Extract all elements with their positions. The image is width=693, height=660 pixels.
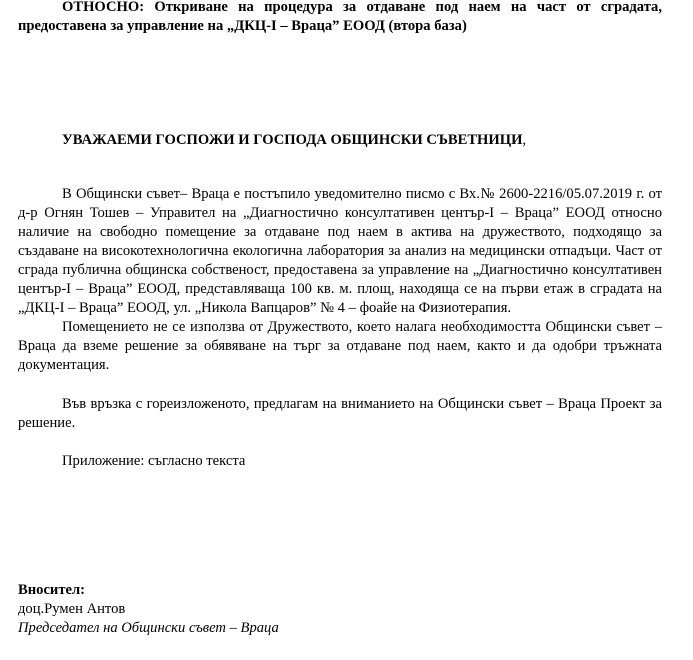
- salutation: [18, 131, 662, 150]
- salutation-comma: ,: [522, 132, 527, 148]
- subject-text: Откриване на процедура за отдаване под наем на част от сградата, предоставена за управление на „ДКЦ-I – Враца” ЕООД (втора база): [18, 0, 662, 34]
- body-paragraph-2: Помещението не се използва от Дружеството, което налага необходимостта Общински съвет – Враца да вземе решение за обявяване на търг за отдаване под наем, както и да одобри тръжната документация.: [18, 319, 662, 373]
- signature-title: Председател на Общински съвет – Враца: [18, 620, 279, 636]
- body-paragraph-1: В Общински съвет– Враца е постъпило уведомително писмо с Вх.№ 2600-2216/05.07.2019 г. от д-р Огнян Тошев – Управител на „Диагностично консултативен център-I – Враца” ЕООД относно наличие на свободно помещение за отдаване под наем в актива на дружеството, подходящо за създаване на високотехнологична екологична лаборатория за анализ на медицински отпадъци. Част от сграда публична общинска собственост, предоставена за управление на „Диагностично консултативен център-I – Враца” ЕООД, представляваща 100 кв. м. площ, находяща се на първи етаж в сградата на „ДКЦ-I – Враца” ЕООД, ул. „Никола Вапцаров” № 4 – фоайе на Физиотерапия.: [18, 186, 662, 316]
- attachment-note: Приложение: съгласно текста: [62, 453, 246, 469]
- salutation-text: УВАЖАЕМИ ГОСПОЖИ И ГОСПОДА ОБЩИНСКИ СЪВЕТНИЦИ: [62, 132, 523, 148]
- signature-label: Вносител:: [18, 582, 86, 598]
- subject-block: [18, 0, 662, 36]
- signature-block: [18, 581, 662, 638]
- signature-name: доц.Румен Антов: [18, 601, 126, 617]
- body-paragraph-3: Във връзка с гореизложеното, предлагам на вниманието на Общински съвет – Враца Проект за решение.: [18, 396, 662, 431]
- subject-label: ОТНОСНО:: [62, 0, 145, 15]
